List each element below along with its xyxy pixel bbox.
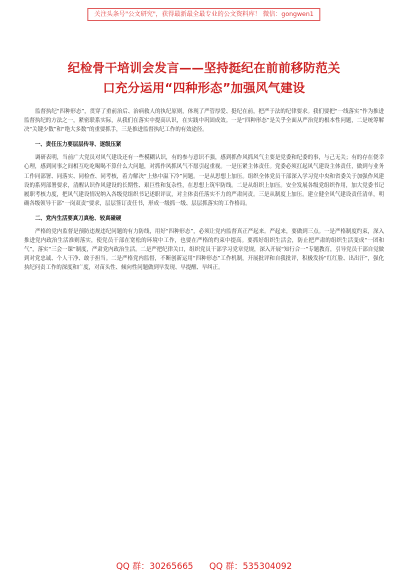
document-body [24,108,384,274]
footer-qq-group-2: QQ 群：535304092 [209,562,292,572]
title-line-2: 口充分运用“四种形态”加强风气建设 [102,81,306,95]
page-title [14,58,394,98]
section-1-heading: 一、责任压力要层层传导、逐级压紧 [35,142,122,149]
title-line-1: 纪检骨干培训会发言——坚持挺纪在前前移防范关 [67,61,341,75]
intro-paragraph: 监督执纪“四种形态”，贯穿了重前治后、治病救人的执纪原则，体现了严管厚爱、挺纪在前，把严于法的纪律要求。我们要把“一线落实”作为推进监督执纪的方法之一，紧密联系实际，从我们在落实中提高认识，在实践中巩固成效。一是“四种形态”是关乎全面从严治党的根本性问题，二是统筹解决“关键少数”和“绝大多数”的重要抓手，三是推进监督执纪工作的有效途径。 [24,109,384,134]
footer-qq-group: QQ 群：30265665 [116,562,194,572]
header-banner: 关注头条号"公文研究"，获得最新最全最专业的公文资料库！ 微信：gongwen1 [87,8,320,21]
footer [0,560,408,572]
section-2-heading: 二、党内生活要真刀真枪、较真碰硬 [35,215,122,222]
section-1-paragraph: 调研表明，当前广大党员对风气建设还有一些模糊认识，有的参与意识不强，感到抓作风抓风气主要是党委和纪委的事，与己无关；有的存在侥幸心理，感到同事之间相互吃吃喝喝不算什么大问题，对抓作风抓风气不愿引起重视。一是压紧主体责任。党委必须扛起风气建设主体责任，做到与业务工作同部署、同落实、同检查、同考核，着力解决“上热中温下冷”问题。一是从思想上加压。组织全体党员干部深入学习党中央和省委关于加强作风建设的系列部署要求，清醒认识作风建设的长期性、艰巨性和复杂性，在思想上筑牢防线。二是从组织上加压。安全发展各级党组织作用，加大党委书记履职考核力度，把风气建设情况纳入各级党组织书记述职评议，对主体责任落实不力的严肃问责。三是从制度上加压。建立健全风气建设责任清单，明确各级领导干部“一岗双责”要求，层层签订责任书，形成一级抓一级、层层抓落实的工作格局。 [24,155,384,207]
section-2-paragraph: 严格的党内监督是预防违规违纪问题的有力防线，用好“四种形态”，必须让党内监督真正严起来。严起来，要做到三点。一是严格制度约束，深入推进党内政治生活准则落实，使党员干部在宽松的环境中工作，也要在严格的约束中提高。要抓好组织生活会，防止把严肃的组织生活变成“一团和气”，落实“三会一课”制度，严肃党内政治生活。二是严把纪律关口，组织党员干部学习党章党规，深入开展“知行合一”专题教育，引导党员干部自觉做到对党忠诚、个人干净、敢于担当。二是严格党内监督，不断创新运用“四种形态”工作机制，开展批评和自我批评，积极发扬“红红脸、出出汗”，强化执纪问责工作的深度和广度，对苗头性、倾向性问题做到早发现、早提醒、早纠正。 [24,229,384,272]
